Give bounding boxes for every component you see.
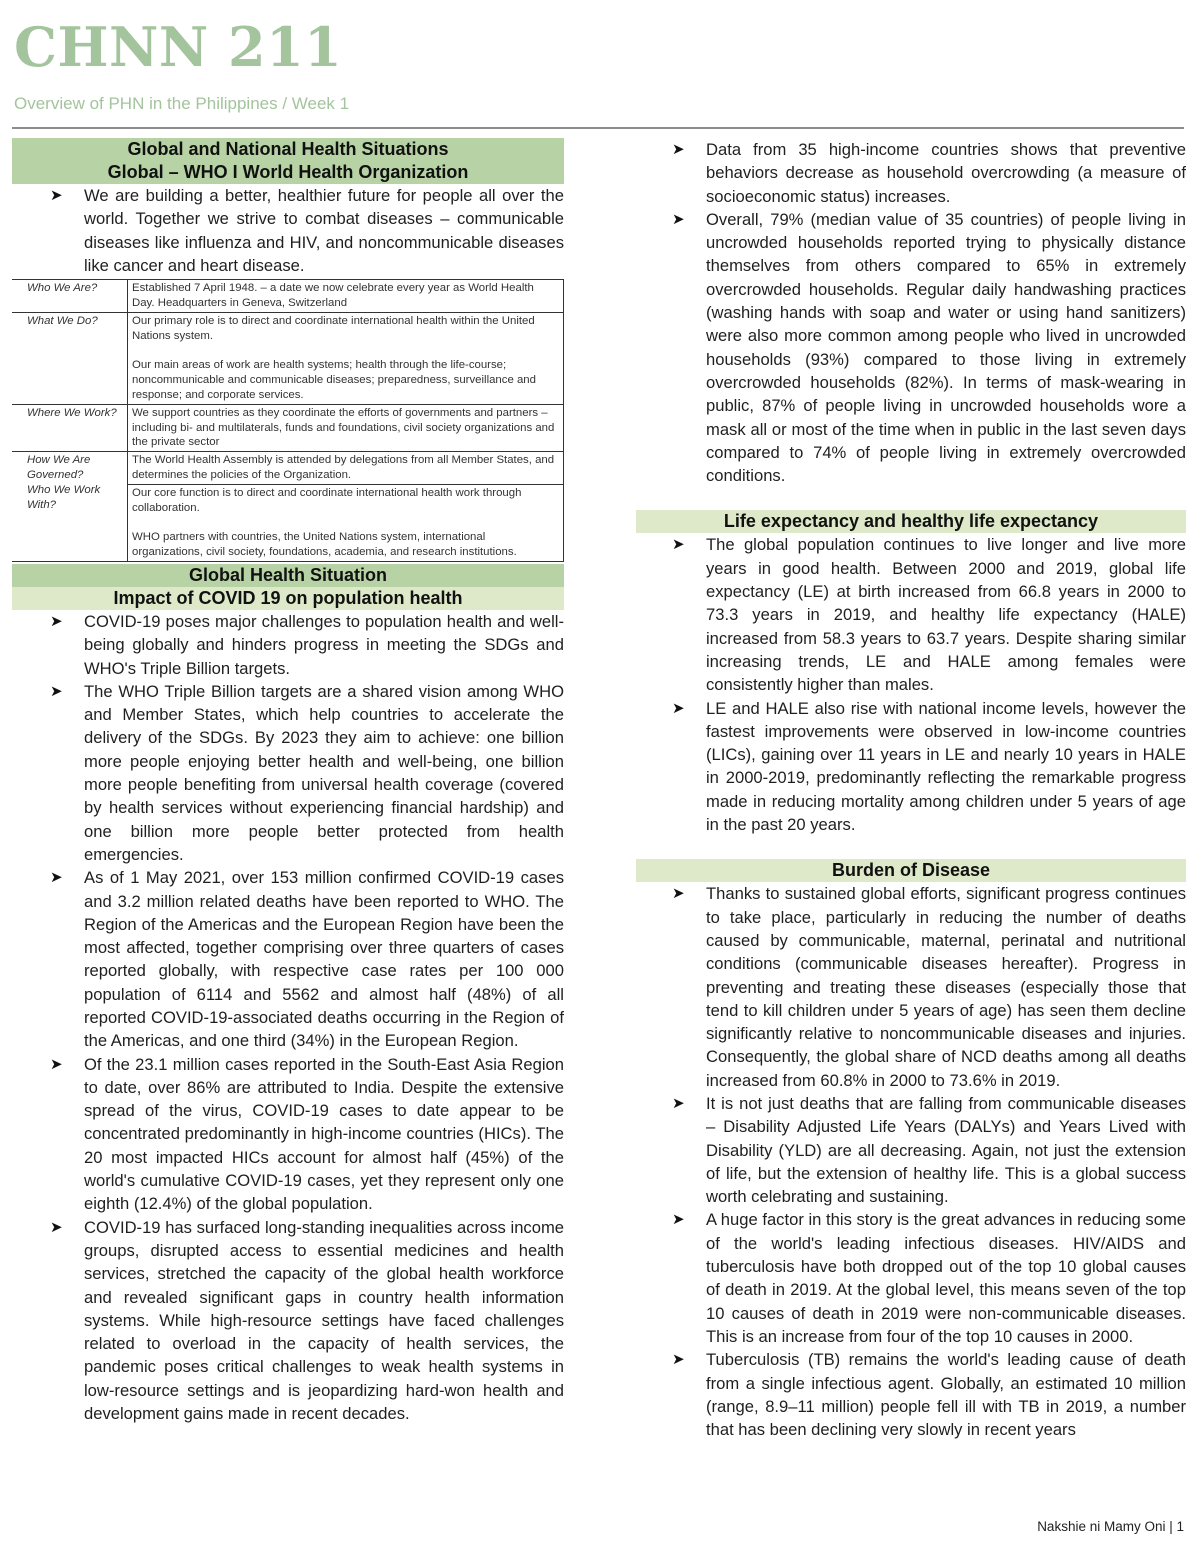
table-key: Where We Work?: [12, 404, 128, 451]
bullet-text: The WHO Triple Billion targets are a shared vision among WHO and Member States, which help countries to accelerate the delivery of the SDGs. By 2023 they aim to achieve: one billion more people enjoying better health and well-being, one billion more people benefiting from universal health coverage (covered by health services without experiencing financial hardship) and one billion more people better protected from health emergencies.: [84, 681, 564, 864]
document-title: CHNN 211: [14, 15, 343, 79]
who-info-table: [12, 279, 564, 562]
section-heading: Life expectancy and healthy life expectancy: [636, 510, 1186, 533]
table-row: [12, 404, 564, 451]
bullet-text: The global population continues to live longer and live more years in good health. Between 2000 and 2019, global life expectancy (LE) at birth increased from 66.8 years in 2000 to 73.3 years in 2019, and healthy life expectancy (HALE) increased from 58.3 years to 63.7 years. Despite sharing similar increasing trends, LE and HALE among females were consistently higher than males.: [706, 535, 1186, 695]
list-item: [12, 1053, 564, 1216]
table-key: Who We Are?: [12, 280, 128, 313]
bullet-text: We are building a better, healthier future for people all over the world. Together we strive to combat diseases – communicable diseases like influenza and HIV, and noncommunicable diseases like cancer and heart disease.: [84, 186, 564, 275]
list-item: [12, 1216, 564, 1426]
arrowhead-bullet-icon: ➤: [672, 885, 685, 903]
arrowhead-bullet-icon: ➤: [50, 187, 63, 204]
section-heading: Global and National Health Situations: [12, 138, 564, 161]
table-key: What We Do?: [12, 312, 128, 404]
list-item: [636, 1348, 1186, 1441]
arrowhead-bullet-icon: ➤: [672, 699, 685, 717]
table-key-text: How We Are Governed?: [27, 454, 91, 481]
table-row: [12, 452, 564, 562]
list-item: [636, 1208, 1186, 1348]
list-item: [636, 697, 1186, 837]
table-text: Our primary role is to direct and coordinate international health within the United Nations system.: [132, 314, 535, 342]
spacer: [636, 487, 1186, 510]
bullet-list: [12, 184, 564, 277]
bullet-text: COVID-19 has surfaced long-standing inequalities across income groups, disrupted access to essential medicines and health services, stretched the capacity of the global health workforce and revealed significant gaps in country health information systems. While high-resource settings have faced challenges related to overload in the capacity of health services, the pandemic poses critical challenges to weak health systems in low-resource settings and is jeopardizing hard-won health and development gains made in recent decades.: [84, 1217, 564, 1424]
list-item: [636, 882, 1186, 1092]
bullet-text: As of 1 May 2021, over 153 million confirmed COVID-19 cases and 3.2 million related deaths have been reported to WHO. The Region of the Americas and the European Region have been the most affected, together comprising over three quarters of cases reported globally, with respective case rates per 100 000 population of 6114 and 5562 and almost half (48%) of all reported COVID-19-associated deaths occurring in the Region of the Americas, and one third (34%) in the European Region.: [84, 868, 564, 1051]
list-item: [636, 1092, 1186, 1208]
list-item: [636, 138, 1186, 208]
section-subheading: Impact of COVID 19 on population health: [12, 587, 564, 610]
bullet-text: Of the 23.1 million cases reported in the South-East Asia Region to date, over 86% are attributed to India. Despite the extensive spread of the virus, COVID-19 cases to date appear to be concentrated predominantly in high-income countries (HICs). The 20 most impacted HICs account for almost half (45%) of the world's cumulative COVID-19 cases, yet they represent only one eighth (12.4%) of the global population.: [84, 1054, 564, 1214]
arrowhead-bullet-icon: ➤: [50, 682, 63, 700]
list-item: [12, 866, 564, 1052]
spacer: [636, 836, 1186, 859]
arrowhead-bullet-icon: ➤: [50, 1055, 63, 1073]
bullet-text: Tuberculosis (TB) remains the world's leading cause of death from a single infectious agent. Globally, an estimated 10 million (range, 8.9–11 million) people fell ill with TB in 2019, a number that has been declining very slowly in recent years: [706, 1350, 1186, 1440]
table-text: WHO partners with countries, the United Nations system, international organizations, civil society, foundations, academia, and research institutions.: [132, 531, 517, 559]
bullet-text: Thanks to sustained global efforts, significant progress continues to take place, particularly in reducing the number of deaths caused by communicable, maternal, perinatal and nutritional conditions (communicable diseases hereafter). Progress in preventing and treating these diseases (especially those that tend to kill children under 5 years of age) has seen them decline significantly relative to noncommunicable diseases and injuries. Consequently, the global share of NCD deaths among all deaths increased from 60.8% in 2000 to 73.6% in 2019.: [706, 884, 1186, 1090]
table-value: [128, 452, 564, 562]
bullet-text: A huge factor in this story is the great advances in reducing some of the world's leading infectious diseases. HIV/AIDS and tuberculosis have both dropped out of the top 10 global causes of death in 2019. At the global level, this means seven of the top 10 causes of death in 2019 were non-communicable diseases. This is an increase from four of the top 10 causes in 2000.: [706, 1210, 1186, 1346]
table-value: [128, 280, 564, 313]
list-item: [12, 610, 564, 680]
table-text: Our core function is to direct and coordinate international health work through collaboration.: [132, 486, 522, 514]
right-column: [636, 138, 1186, 1441]
list-item: [636, 533, 1186, 696]
table-text: Established 7 April 1948. – a date we now celebrate every year as World Health Day. Headquarters in Geneva, Switzerland: [132, 282, 534, 309]
table-row: [12, 312, 564, 404]
arrowhead-bullet-icon: ➤: [50, 869, 63, 887]
table-key-text: Who We Work With?: [27, 483, 101, 511]
bullet-text: LE and HALE also rise with national income levels, however the fastest improvements were observed in low-income countries (LICs), gaining over 11 years in LE and nearly 10 years in HALE in 2000-2019, predominantly reflecting the remarkable progress made in reducing mortality among children under 5 years of age in the past 20 years.: [706, 698, 1186, 835]
table-value: [128, 312, 564, 404]
bullet-list: [636, 533, 1186, 836]
table-value: [128, 404, 564, 451]
table-text: Our main areas of work are health systems; health through the life-course; noncommunicable and communicable diseases; preparedness, surveillance and response; and corporate services.: [132, 359, 536, 401]
arrowhead-bullet-icon: ➤: [50, 1218, 63, 1236]
bullet-list: [636, 882, 1186, 1441]
section-subheading: Global – WHO I World Health Organization: [12, 161, 564, 184]
document-subtitle: Overview of PHN in the Philippines / Week 1: [14, 94, 350, 113]
bullet-text: Data from 35 high-income countries shows that preventive behaviors decrease as household overcrowding (a measure of socioeconomic status) increases.: [706, 140, 1186, 206]
bullet-text: It is not just deaths that are falling from communicable diseases – Disability Adjusted Life Years (DALYs) and Years Lived with Disability (YLD) are all decreasing. Again, not just the extension of life, but the extension of healthy life. This is a global success worth celebrating and sustaining.: [706, 1093, 1186, 1207]
table-row: [12, 280, 564, 313]
section-heading: Burden of Disease: [636, 859, 1186, 882]
arrowhead-bullet-icon: ➤: [50, 612, 63, 630]
table-key: [12, 452, 128, 562]
arrowhead-bullet-icon: ➤: [672, 536, 685, 554]
section-heading: Global Health Situation: [12, 564, 564, 587]
header-divider: [12, 127, 1184, 129]
list-item: [636, 208, 1186, 488]
list-item: [12, 184, 564, 277]
bullet-text: Overall, 79% (median value of 35 countries) of people living in uncrowded households reported trying to physically distance themselves from others compared to 65% in extremely overcrowded households. Regular daily handwashing practices (washing hands with soap and water or using hand sanitizers) were also more common among people who lived in uncrowded households (93%) compared to those living in extremely overcrowded households (82%). In terms of mask-wearing in public, 87% of people living in uncrowded households wore a mask all or most of the time when in public in the last seven days compared to 74% of people living in extremely overcrowded conditions.: [706, 209, 1186, 486]
arrowhead-bullet-icon: ➤: [672, 210, 685, 228]
arrowhead-bullet-icon: ➤: [672, 141, 685, 158]
arrowhead-bullet-icon: ➤: [672, 1094, 685, 1112]
bullet-list: [636, 138, 1186, 487]
arrowhead-bullet-icon: ➤: [672, 1211, 685, 1229]
table-text: The World Health Assembly is attended by delegations from all Member States, and determines the policies of the Organization.: [128, 453, 563, 485]
list-item: [12, 680, 564, 866]
bullet-list: [12, 610, 564, 1425]
left-column: [12, 138, 564, 1425]
arrowhead-bullet-icon: ➤: [672, 1351, 685, 1369]
bullet-text: COVID-19 poses major challenges to population health and well-being globally and hinders progress in meeting the SDGs and WHO's Triple Billion targets.: [84, 611, 564, 678]
table-text: We support countries as they coordinate the efforts of governments and partners – including bi- and multilaterals, funds and foundations, civil society organizations and the private sector: [132, 406, 555, 449]
page-footer: Nakshie ni Mamy Oni | 1: [1037, 1519, 1184, 1534]
